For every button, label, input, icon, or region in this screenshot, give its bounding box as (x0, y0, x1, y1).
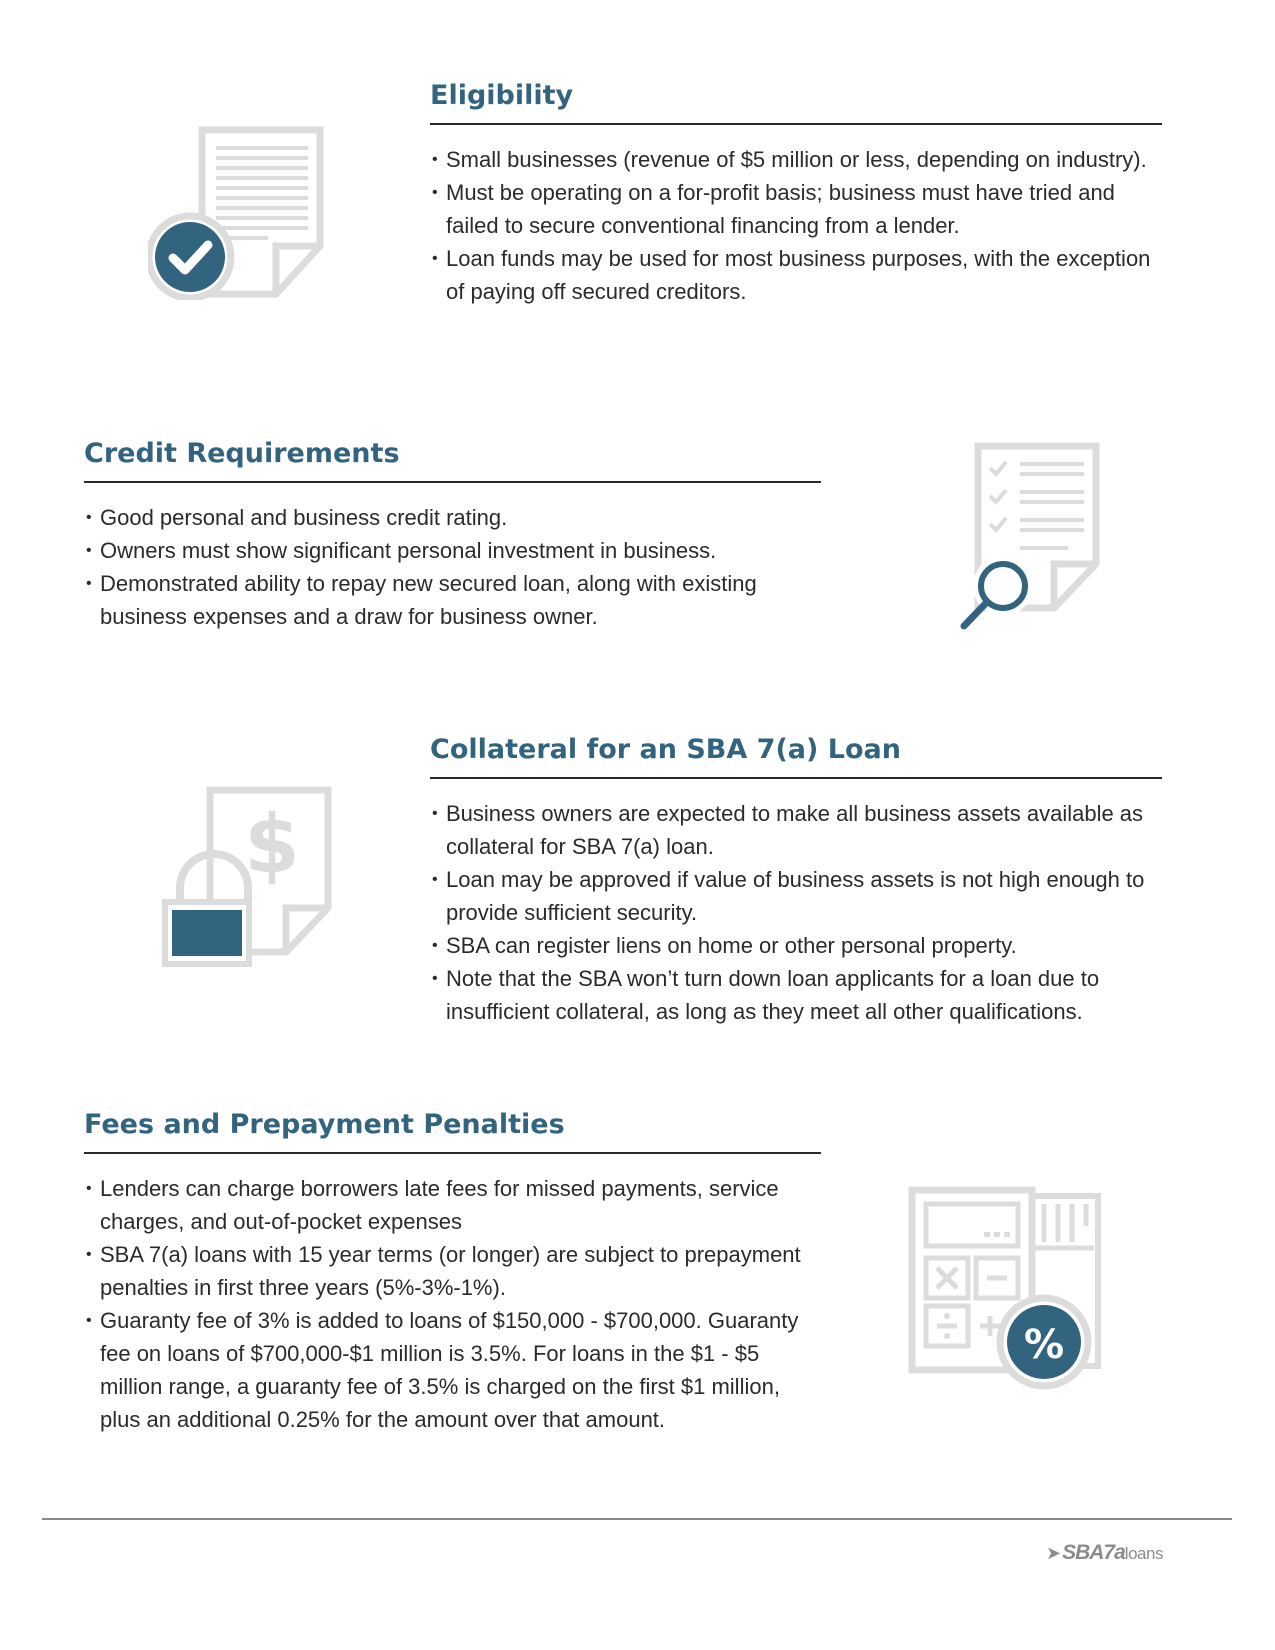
credit-requirements-list (84, 501, 821, 633)
list-item: • Business owners are expected to make all business assets available as collateral for SBA 7(a) loan. (430, 797, 1162, 863)
list-item: • SBA 7(a) loans with 15 year terms (or longer) are subject to prepayment penalties in first three years (5%-3%-1%). (84, 1238, 821, 1304)
logo-main-text: SBA7a (1062, 1541, 1125, 1564)
list-item: • Owners must show significant personal investment in business. (84, 534, 821, 567)
credit-requirements-section (84, 438, 821, 633)
svg-text:$: $ (244, 798, 300, 891)
list-item: • Note that the SBA won’t turn down loan applicants for a loan due to insufficient collateral, as long as they meet all other qualifications. (430, 962, 1162, 1028)
eligibility-heading: Eligibility (430, 80, 1162, 125)
sba7a-loans-logo (1046, 1541, 1163, 1567)
list-item: • Lenders can charge borrowers late fees for missed payments, service charges, and out-of-pocket expenses (84, 1172, 821, 1238)
fees-section (84, 1109, 821, 1436)
fees-list (84, 1172, 821, 1436)
logo-sub-text: loans (1124, 1544, 1163, 1563)
credit-requirements-heading: Credit Requirements (84, 438, 821, 483)
footer-divider (42, 1518, 1232, 1520)
eligibility-list (430, 143, 1162, 308)
collateral-list (430, 797, 1162, 1028)
list-item: • Good personal and business credit rating. (84, 501, 821, 534)
logo-arrow-icon: ➤ (1046, 1543, 1062, 1563)
collateral-heading: Collateral for an SBA 7(a) Loan (430, 734, 1162, 779)
list-item: • SBA can register liens on home or other personal property. (430, 929, 1162, 962)
list-item: • Loan may be approved if value of business assets is not high enough to provide sufficient security. (430, 863, 1162, 929)
collateral-section (430, 734, 1162, 1028)
calculator-percent-icon (908, 1186, 1104, 1406)
checklist-magnifier-icon (958, 440, 1108, 636)
svg-text:%: % (1023, 1322, 1065, 1368)
document-check-icon (148, 124, 328, 300)
document-dollar-lock-icon (162, 784, 338, 980)
eligibility-section (430, 80, 1162, 308)
list-item: • Small businesses (revenue of $5 million or less, depending on industry). (430, 143, 1162, 176)
list-item: • Must be operating on a for-profit basis; business must have tried and failed to secure conventional financing from a lender. (430, 176, 1162, 242)
list-item: • Loan funds may be used for most business purposes, with the exception of paying off secured creditors. (430, 242, 1162, 308)
list-item: • Demonstrated ability to repay new secured loan, along with existing business expenses and a draw for business owner. (84, 567, 821, 633)
list-item: • Guaranty fee of 3% is added to loans of $150,000 - $700,000. Guaranty fee on loans of $700,000-$1 million is 3.5%. For loans in the $1 - $5 million range, a guaranty fee of 3.5% is charged on the first $1 million, plus an additional 0.25% for the amount over that amount. (84, 1304, 821, 1436)
fees-heading: Fees and Prepayment Penalties (84, 1109, 821, 1154)
